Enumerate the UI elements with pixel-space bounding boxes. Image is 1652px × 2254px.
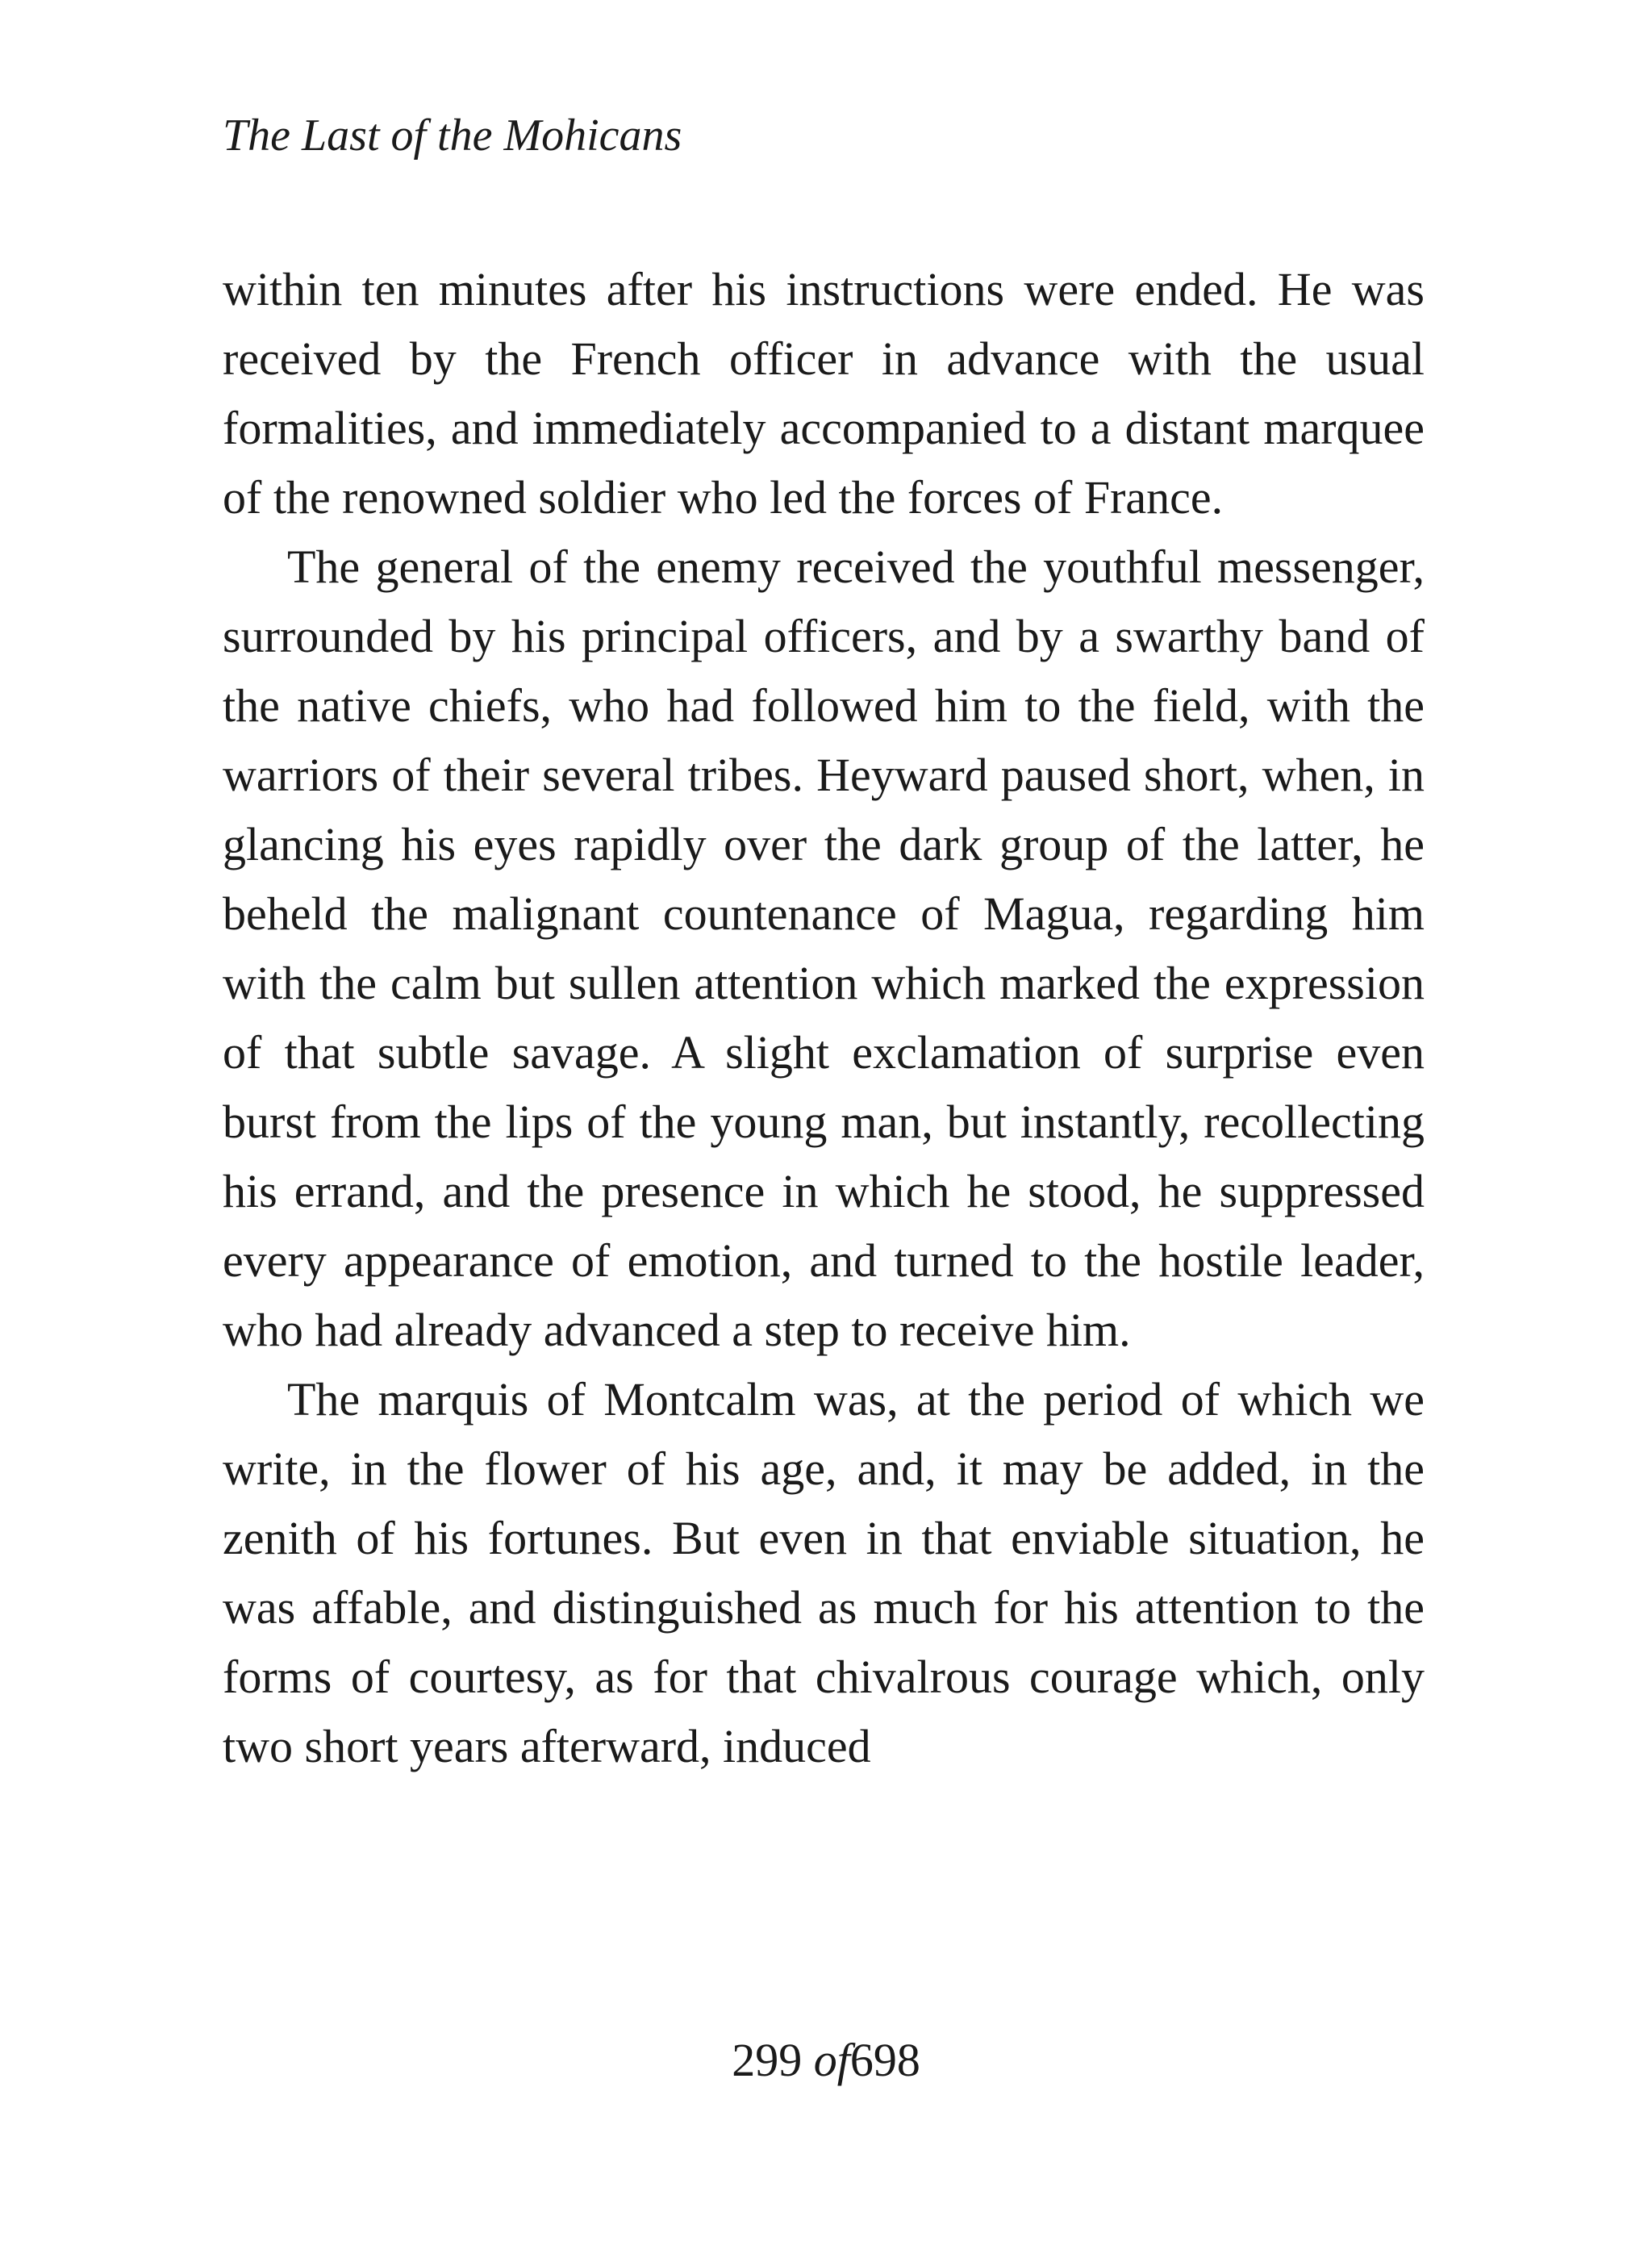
paragraph-continued: within ten minutes after his instructions were ended. He was received by the French officer in advance with the usual formalities, and immediately accompanied to a distant marquee of the renowned soldier who led the forces of France. (223, 263, 1425, 524)
page-number (0, 2031, 1652, 2089)
current-page: 299 (732, 2034, 803, 2086)
page-of-word: of (813, 2034, 850, 2086)
page-body (223, 255, 1425, 1781)
running-title: The Last of the Mohicans (223, 111, 682, 161)
paragraph: The general of the enemy received the youthful messenger, surrounded by his principal officers, and by a swarthy band of the native chiefs, who had followed him to the field, with the warriors of their several tribes. Heyward paused short, when, in glancing his eyes rapidly over the dark group of the latter, he beheld the malignant countenance of Magua, regarding him with the calm but sullen attention which marked the expression of that subtle savage. A slight exclamation of surprise even burst from the lips of the young man, but instantly, recollecting his errand, and the presence in which he stood, he suppressed every appearance of emotion, and turned to the hostile leader, who had already advanced a step to receive him. (223, 541, 1425, 1356)
total-pages: 698 (849, 2034, 920, 2086)
paragraph: The marquis of Montcalm was, at the period of which we write, in the flower of his age, and, it may be added, in the zenith of his fortunes. But even in that enviable situation, he was affable, and distinguished as much for his attention to the forms of courtesy, as for that chivalrous courage which, only two short years afterward, induced (223, 1373, 1425, 1772)
